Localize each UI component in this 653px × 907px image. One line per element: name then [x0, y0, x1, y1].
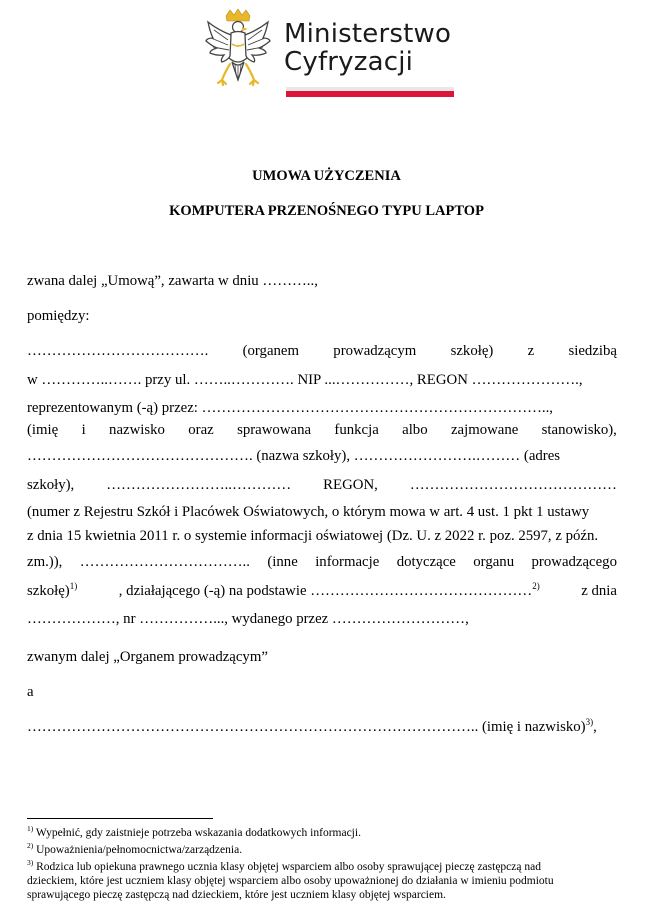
organ-named-label: zwanym dalej „Organem prowadzącym”: [27, 649, 268, 665]
text-word: dotyczące: [396, 554, 456, 570]
text-word: albo: [402, 422, 428, 438]
text-word: prowadzącego: [531, 554, 617, 570]
ministry-name-line-2: Cyfryzacji: [284, 47, 414, 77]
footnote-mark: 1): [27, 824, 34, 834]
text-word: nazwisko: [109, 422, 165, 438]
ministry-name: [284, 20, 451, 76]
text-word: szkołę): [27, 583, 70, 599]
footnote-2: [27, 843, 627, 857]
agreement-intro: zwana dalej „Umową”, zawarta w dniu ………..,: [27, 273, 318, 289]
footnote-line: sprawującego pieczę zastępczą nad dzieckiem, które jest uczniem klasy objętej wsparciem.: [27, 889, 446, 901]
footnote-separator: [27, 818, 213, 819]
party-1-line-10: [27, 582, 617, 600]
text-word: szkołę): [450, 343, 494, 359]
text-word: REGON,: [323, 477, 378, 493]
text-word: informacje: [315, 554, 380, 570]
text-segment: [27, 582, 77, 600]
flag-red-stripe: [286, 91, 454, 97]
text-word: stanowisko),: [541, 422, 617, 438]
footnote-mark: 3): [27, 858, 34, 868]
footnote-mark: 2): [27, 841, 34, 851]
text-word: funkcja: [334, 422, 379, 438]
text-word: , działającego (-ą) na podstawie ………………………………………: [118, 583, 533, 599]
text-word: zajmowane: [450, 422, 519, 438]
footnote-1: [27, 826, 627, 840]
national-flag-bar: [286, 87, 454, 97]
text-word: organu: [473, 554, 515, 570]
blank-field: ……………………………….: [27, 343, 209, 359]
footnote-3: [27, 860, 627, 902]
blank-field: ……………………………..: [79, 554, 250, 570]
footnote-line: [27, 860, 627, 874]
text-word: z: [527, 343, 535, 359]
text-word: (inne: [267, 554, 298, 570]
party-1-line-7: (numer z Rejestru Szkół i Placówek Oświatowych, o którym mowa w art. 4 ust. 1 pkt 1 ustawy: [27, 504, 590, 520]
party-1-line-9: [27, 553, 617, 571]
blank-field: ……………………………………: [409, 477, 617, 493]
text-word: siedzibą: [568, 343, 617, 359]
party-1-line-6: [27, 476, 617, 494]
footnote-text: Upoważnienia/pełnomocnictwa/zarządzenia.: [33, 844, 243, 856]
text-word: zm.)),: [27, 554, 63, 570]
text-word: i: [81, 422, 86, 438]
party-1-line-1: [27, 342, 617, 360]
text-word: sprawowana: [237, 422, 312, 438]
footnote-ref-1: 1): [69, 581, 78, 592]
party-1-line-2: w …………..……. przy ul. ……..…………. NIP ...……………, REGON ………………….,: [27, 372, 583, 388]
party-1-line-8: z dnia 15 kwietnia 2011 r. o systemie informacji oświatowej (Dz. U. z 2022 r. poz. 2597, z późn.: [27, 528, 599, 544]
text-word: (imię: [27, 422, 59, 438]
document-subtitle: KOMPUTERA PRZENOŚNEGO TYPU LAPTOP: [169, 203, 484, 219]
and-label: a: [27, 684, 34, 700]
text-word: (organem: [242, 343, 299, 359]
footnote-text: Wypełnić, gdy zaistnieje potrzeba wskazania dodatkowych informacji.: [33, 827, 361, 839]
blank-field: ……………………..…………: [106, 477, 292, 493]
text-word: szkoły),: [27, 477, 75, 493]
polish-eagle-emblem-icon: [204, 8, 272, 96]
ministry-name-line-1: Ministerstwo: [284, 19, 452, 49]
text-word: ……………………………………………………………………………….. (imię i nazwisko): [27, 719, 586, 735]
footnote-ref-2: 2): [532, 581, 540, 592]
footnote-text: Rodzica lub opiekuna prawnego ucznia klasy objętej wsparciem albo osoby sprawującej pieczę zastępczą nad: [33, 861, 541, 873]
footnote-line: dzieckiem, które jest uczniem klasy objętej wsparciem albo osoby upoważnionej do działania w imieniu podmiotu: [27, 875, 554, 887]
between-label: pomiędzy:: [27, 308, 90, 324]
party-2-line-1: [27, 718, 617, 736]
party-1-line-5: ………………………………………. (nazwa szkoły), …………………….……… (adres: [27, 448, 561, 464]
party-1-line-11: ………………, nr ……………..., wydanego przez ………………………,: [27, 611, 469, 627]
footnote-ref-3: 3): [585, 717, 594, 728]
party-1-line-4: [27, 421, 617, 439]
text-word: z dnia: [581, 583, 617, 599]
ministry-header: [204, 8, 464, 104]
document-title: UMOWA UŻYCZENIA: [252, 168, 401, 184]
text-segment: [119, 582, 540, 600]
text-word: oraz: [188, 422, 214, 438]
text-word: prowadzącym: [333, 343, 417, 359]
text-word: ,: [593, 719, 597, 735]
party-1-line-3: reprezentowanym (-ą) przez: ……………………………………………………………..,: [27, 400, 554, 416]
